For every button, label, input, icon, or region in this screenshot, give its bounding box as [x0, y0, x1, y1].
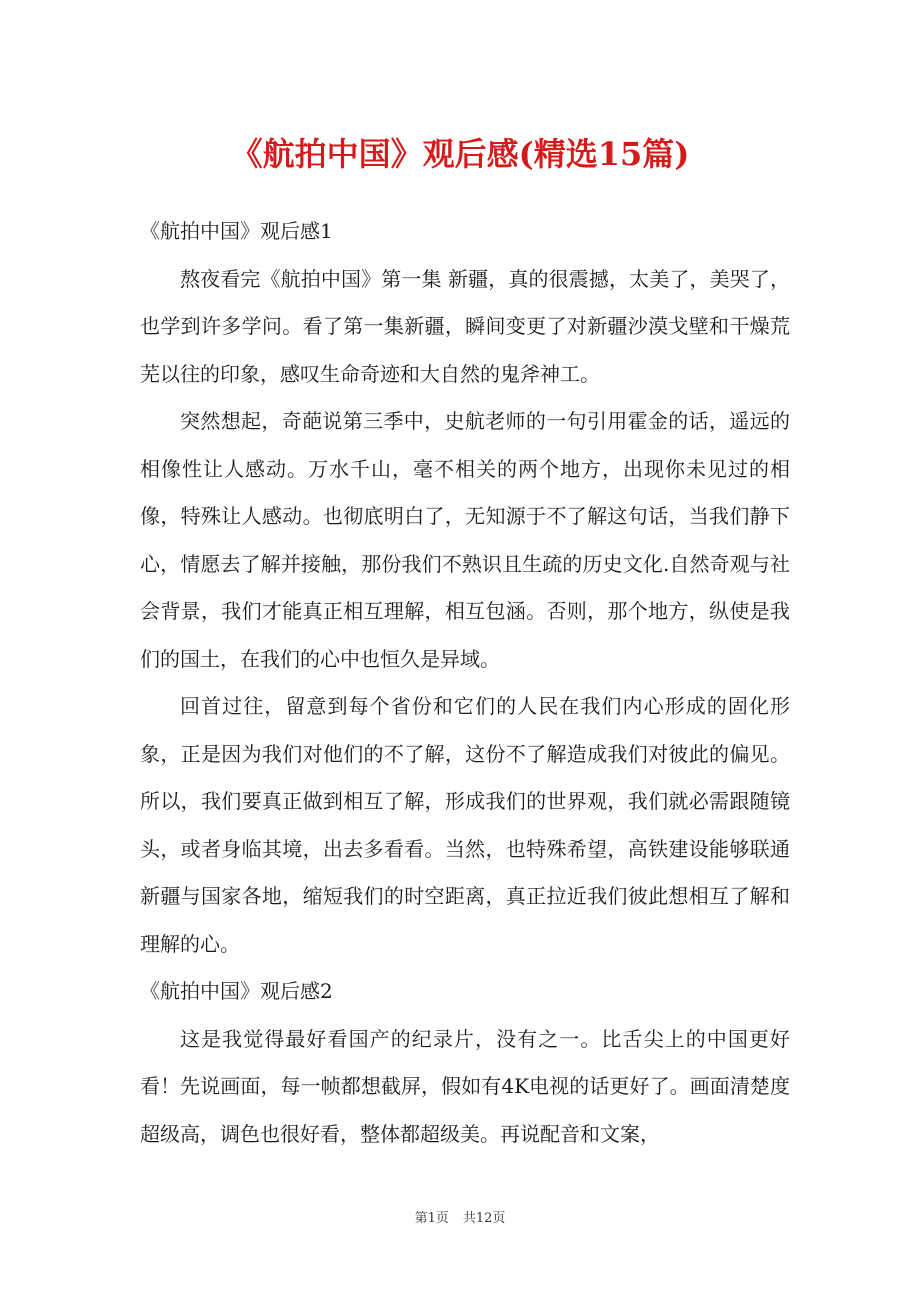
section-1: [140, 208, 790, 968]
paragraph: 回首过往，留意到每个省份和它们的人民在我们内心形成的固化形象，正是因为我们对他们的不了解，这份不了解造成我们对彼此的偏见。所以，我们要真正做到相互了解，形成我们的世界观，我们就必需跟随镜头，或者身临其境，出去多看看。当然，也特殊希望，高铁建设能够联通新疆与国家各地，缩短我们的时空距离，真正拉近我们彼此想相互了解和理解的心。: [140, 694, 790, 956]
section-2: [140, 968, 790, 1158]
section-heading: 《航拍中国》观后感2: [140, 979, 333, 1003]
page-number: 第1页: [414, 1211, 449, 1226]
page-total: 共12页: [462, 1211, 506, 1226]
document-title: 《航拍中国》观后感(精选15篇): [230, 135, 690, 173]
document-body: [140, 208, 790, 1158]
paragraph: 这是我觉得最好看国产的纪录片，没有之一。比舌尖上的中国更好看！先说画面，每一帧都想截屏，假如有4K电视的话更好了。画面清楚度超级高，调色也很好看，整体都超级美。再说配音和文案，: [140, 1026, 790, 1146]
paragraph: 突然想起，奇葩说第三季中，史航老师的一句引用霍金的话，遥远的相像性让人感动。万水千山，毫不相关的两个地方，出现你未见过的相像，特殊让人感动。也彻底明白了，无知源于不了解这句话，当我们静下心，情愿去了解并接触，那份我们不熟识且生疏的历史文化.自然奇观与社会背景，我们才能真正相互理解，相互包涵。否则，那个地方，纵使是我们的国土，在我们的心中也恒久是异域。: [140, 409, 790, 671]
section-heading: 《航拍中国》观后感1: [140, 219, 333, 243]
paragraph: 熬夜看完《航拍中国》第一集 新疆，真的很震撼，太美了，美哭了，也学到许多学问。看了第一集新疆，瞬间变更了对新疆沙漠戈壁和干燥荒芜以往的印象，感叹生命奇迹和大自然的鬼斧神工。: [140, 266, 790, 386]
page-footer: [0, 1207, 920, 1226]
